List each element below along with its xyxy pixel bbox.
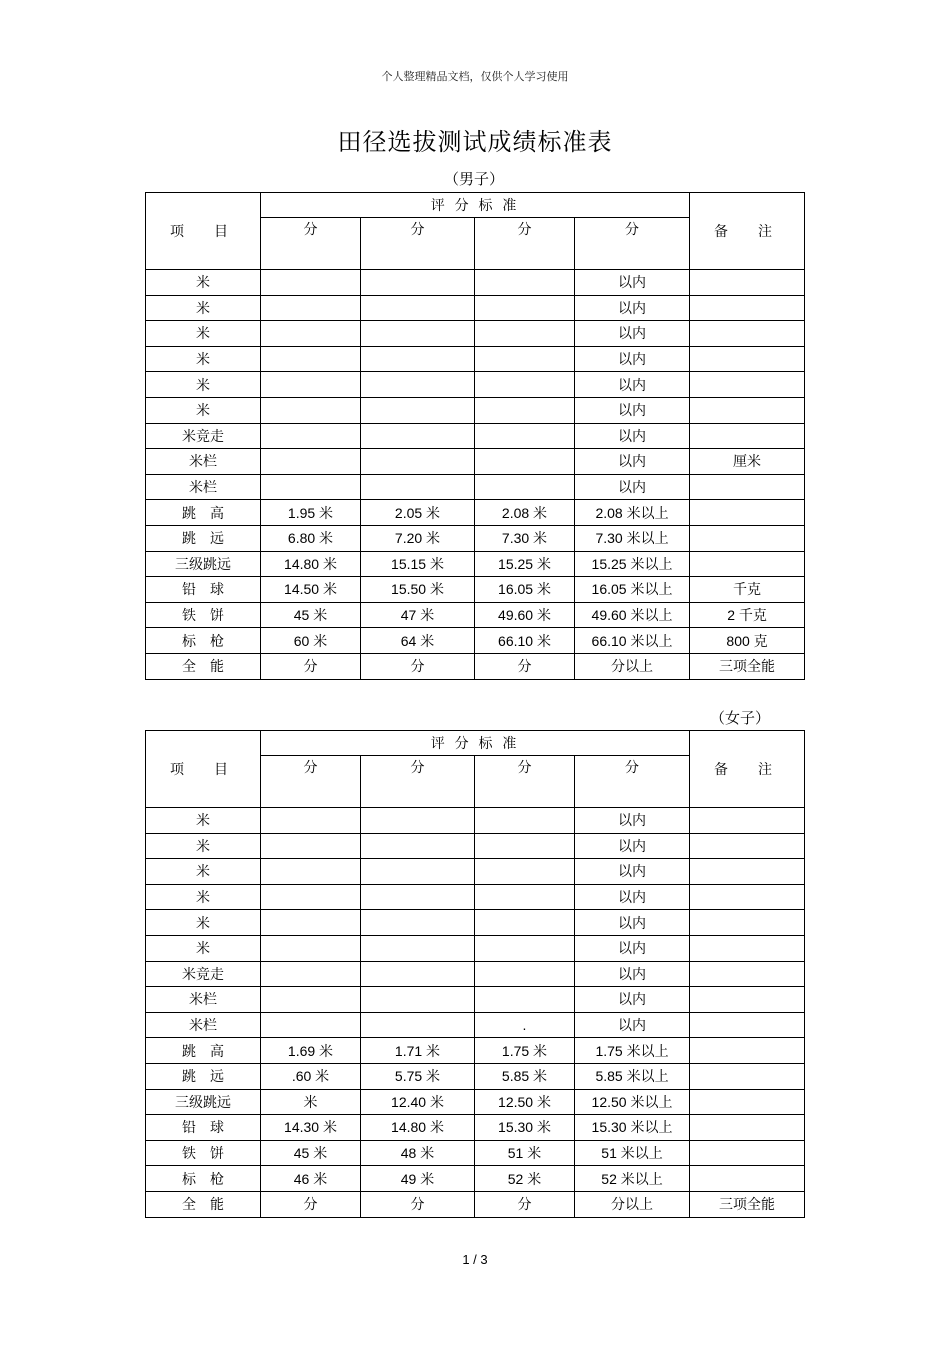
score-cell: 分 — [361, 1191, 475, 1217]
score-cell — [261, 474, 361, 500]
score-cell: 16.05 米 — [475, 577, 575, 603]
event-cell: 米竞走 — [146, 423, 261, 449]
event-cell: 米栏 — [146, 474, 261, 500]
score-cell: 分 — [475, 653, 575, 679]
score-cell: 15.50 米 — [361, 577, 475, 603]
score-cell: 1.75 米 — [475, 1038, 575, 1064]
table-row — [146, 397, 805, 423]
score-col-header: 分 — [261, 756, 361, 808]
event-cell: 跳 远 — [146, 525, 261, 551]
score-cell — [261, 859, 361, 885]
score-cell: 分 — [475, 1191, 575, 1217]
score-cell — [361, 321, 475, 347]
score-cell — [361, 910, 475, 936]
score-cell — [261, 346, 361, 372]
remark-cell — [690, 270, 805, 296]
score-cell — [361, 833, 475, 859]
score-cell: 66.10 米以上 — [575, 628, 690, 654]
score-cell: 15.30 米以上 — [575, 1115, 690, 1141]
event-cell: 米 — [146, 295, 261, 321]
score-cell — [361, 884, 475, 910]
score-cell: 以内 — [575, 987, 690, 1013]
score-cell — [261, 884, 361, 910]
score-col-header: 分 — [575, 756, 690, 808]
event-cell: 米栏 — [146, 1012, 261, 1038]
remark-cell — [690, 1166, 805, 1192]
event-cell: 米竞走 — [146, 961, 261, 987]
remark-cell: 2 千克 — [690, 602, 805, 628]
table-row — [146, 474, 805, 500]
table-row — [146, 1191, 805, 1217]
score-cell: 分以上 — [575, 653, 690, 679]
score-cell — [261, 987, 361, 1013]
score-cell — [361, 1012, 475, 1038]
score-col-header: 分 — [361, 756, 475, 808]
table-row — [146, 833, 805, 859]
table-row — [146, 1063, 805, 1089]
score-cell: 15.25 米以上 — [575, 551, 690, 577]
table-row — [146, 884, 805, 910]
score-cell: 以内 — [575, 346, 690, 372]
remark-header: 备 注 — [690, 731, 805, 808]
remark-cell — [690, 1012, 805, 1038]
table-header-row — [146, 193, 805, 218]
women-subtitle: （女子） — [709, 709, 770, 727]
score-cell: 以内 — [575, 397, 690, 423]
score-cell — [475, 321, 575, 347]
score-cell: 46 米 — [261, 1166, 361, 1192]
event-cell: 米栏 — [146, 449, 261, 475]
score-cell: 以内 — [575, 321, 690, 347]
table-row — [146, 449, 805, 475]
remark-cell — [690, 474, 805, 500]
table-row — [146, 808, 805, 834]
score-cell: 64 米 — [361, 628, 475, 654]
remark-cell — [690, 1063, 805, 1089]
score-cell: 2.08 米 — [475, 500, 575, 526]
men-score-table — [145, 192, 805, 680]
score-cell — [361, 270, 475, 296]
event-cell: 米栏 — [146, 987, 261, 1013]
score-cell: 以内 — [575, 859, 690, 885]
table-row — [146, 551, 805, 577]
women-score-table — [145, 730, 805, 1218]
table-row — [146, 295, 805, 321]
remark-cell — [690, 525, 805, 551]
score-cell: 12.50 米以上 — [575, 1089, 690, 1115]
table-row — [146, 987, 805, 1013]
event-cell: 米 — [146, 910, 261, 936]
score-cell: 15.30 米 — [475, 1115, 575, 1141]
score-cell: 12.50 米 — [475, 1089, 575, 1115]
score-cell: 5.85 米以上 — [575, 1063, 690, 1089]
event-cell: 米 — [146, 270, 261, 296]
score-cell — [475, 449, 575, 475]
table-row — [146, 961, 805, 987]
score-cell: 1.69 米 — [261, 1038, 361, 1064]
remark-cell — [690, 551, 805, 577]
score-cell: 14.50 米 — [261, 577, 361, 603]
score-cell: 以内 — [575, 808, 690, 834]
event-cell: 铁 饼 — [146, 602, 261, 628]
remark-cell — [690, 372, 805, 398]
remark-cell — [690, 346, 805, 372]
scoring-standard-header: 评 分 标 准 — [261, 193, 690, 218]
remark-cell — [690, 987, 805, 1013]
score-cell — [475, 423, 575, 449]
table-row — [146, 321, 805, 347]
score-cell — [361, 449, 475, 475]
score-cell: 14.80 米 — [361, 1115, 475, 1141]
score-cell — [361, 859, 475, 885]
score-cell: 52 米以上 — [575, 1166, 690, 1192]
score-cell: 60 米 — [261, 628, 361, 654]
table-row — [146, 372, 805, 398]
header-note: 个人整理精品文档，仅供个人学习使用 — [381, 70, 569, 83]
score-cell: 2.08 米以上 — [575, 500, 690, 526]
remark-cell — [690, 935, 805, 961]
score-cell — [261, 961, 361, 987]
score-cell: 以内 — [575, 935, 690, 961]
score-cell: 1.95 米 — [261, 500, 361, 526]
remark-cell: 千克 — [690, 577, 805, 603]
table-row — [146, 1115, 805, 1141]
table-row — [146, 346, 805, 372]
score-cell — [261, 935, 361, 961]
remark-cell — [690, 423, 805, 449]
score-cell — [361, 372, 475, 398]
score-cell: 7.20 米 — [361, 525, 475, 551]
document-title: 田径选拔测试成绩标准表 — [337, 128, 613, 156]
score-cell — [261, 270, 361, 296]
score-col-header: 分 — [475, 756, 575, 808]
score-cell — [261, 449, 361, 475]
remark-cell — [690, 500, 805, 526]
score-cell: 1.75 米以上 — [575, 1038, 690, 1064]
score-cell: 分 — [261, 653, 361, 679]
score-cell: 7.30 米 — [475, 525, 575, 551]
score-cell: 51 米以上 — [575, 1140, 690, 1166]
score-cell: 以内 — [575, 372, 690, 398]
event-header: 项 目 — [146, 193, 261, 270]
table-row — [146, 1038, 805, 1064]
score-cell: 52 米 — [475, 1166, 575, 1192]
score-cell — [361, 295, 475, 321]
score-cell: . — [475, 1012, 575, 1038]
score-cell: 以内 — [575, 449, 690, 475]
score-cell — [475, 397, 575, 423]
score-cell: 49.60 米以上 — [575, 602, 690, 628]
score-cell — [361, 346, 475, 372]
page-number: 1 / 3 — [462, 1252, 488, 1267]
men-subtitle: （男子） — [443, 170, 504, 188]
event-cell: 米 — [146, 346, 261, 372]
remark-cell — [690, 397, 805, 423]
score-cell: 15.25 米 — [475, 551, 575, 577]
score-cell: 45 米 — [261, 1140, 361, 1166]
table-row — [146, 1166, 805, 1192]
table-header-row — [146, 731, 805, 756]
event-cell: 米 — [146, 321, 261, 347]
score-cell: 分以上 — [575, 1191, 690, 1217]
score-col-header: 分 — [475, 218, 575, 270]
score-cell: 51 米 — [475, 1140, 575, 1166]
score-cell — [261, 1012, 361, 1038]
score-cell: 5.85 米 — [475, 1063, 575, 1089]
event-cell: 标 枪 — [146, 1166, 261, 1192]
table-row — [146, 910, 805, 936]
score-cell — [261, 423, 361, 449]
score-cell: 16.05 米以上 — [575, 577, 690, 603]
score-cell — [475, 859, 575, 885]
score-cell: 以内 — [575, 474, 690, 500]
score-cell: 49 米 — [361, 1166, 475, 1192]
table-row — [146, 859, 805, 885]
score-cell — [261, 295, 361, 321]
score-cell: 以内 — [575, 910, 690, 936]
score-col-header: 分 — [361, 218, 475, 270]
score-col-header: 分 — [261, 218, 361, 270]
score-cell: 以内 — [575, 961, 690, 987]
table-row — [146, 1012, 805, 1038]
event-cell: 米 — [146, 859, 261, 885]
event-cell: 铁 饼 — [146, 1140, 261, 1166]
score-cell — [475, 270, 575, 296]
event-cell: 三级跳远 — [146, 551, 261, 577]
table-row — [146, 1140, 805, 1166]
score-cell: 米 — [261, 1089, 361, 1115]
score-cell: 66.10 米 — [475, 628, 575, 654]
event-cell: 米 — [146, 372, 261, 398]
event-cell: 米 — [146, 808, 261, 834]
event-cell: 铅 球 — [146, 577, 261, 603]
event-cell: 跳 高 — [146, 1038, 261, 1064]
score-cell — [261, 833, 361, 859]
remark-cell — [690, 1140, 805, 1166]
score-cell — [261, 910, 361, 936]
table-row — [146, 653, 805, 679]
score-cell — [475, 346, 575, 372]
score-cell: 以内 — [575, 423, 690, 449]
remark-cell: 800 克 — [690, 628, 805, 654]
score-cell — [361, 961, 475, 987]
table-row — [146, 577, 805, 603]
score-cell: 以内 — [575, 270, 690, 296]
event-cell: 跳 高 — [146, 500, 261, 526]
event-cell: 跳 远 — [146, 1063, 261, 1089]
remark-cell — [690, 961, 805, 987]
score-cell — [361, 935, 475, 961]
score-cell — [261, 808, 361, 834]
score-cell: 14.30 米 — [261, 1115, 361, 1141]
event-cell: 全 能 — [146, 653, 261, 679]
score-cell — [361, 474, 475, 500]
score-cell: 分 — [261, 1191, 361, 1217]
score-cell — [475, 910, 575, 936]
score-cell — [361, 808, 475, 834]
remark-cell — [690, 910, 805, 936]
remark-cell: 厘米 — [690, 449, 805, 475]
score-cell: 12.40 米 — [361, 1089, 475, 1115]
score-cell: 以内 — [575, 1012, 690, 1038]
remark-cell — [690, 884, 805, 910]
table-row — [146, 500, 805, 526]
score-cell — [361, 397, 475, 423]
score-cell — [475, 808, 575, 834]
score-cell — [475, 935, 575, 961]
remark-cell: 三项全能 — [690, 653, 805, 679]
event-cell: 铅 球 — [146, 1115, 261, 1141]
table-row — [146, 270, 805, 296]
score-cell: 以内 — [575, 295, 690, 321]
score-cell: .60 米 — [261, 1063, 361, 1089]
score-cell — [475, 961, 575, 987]
event-cell: 米 — [146, 884, 261, 910]
table-row — [146, 525, 805, 551]
remark-cell — [690, 1115, 805, 1141]
event-cell: 米 — [146, 833, 261, 859]
table-row — [146, 628, 805, 654]
score-cell: 49.60 米 — [475, 602, 575, 628]
score-cell — [475, 987, 575, 1013]
remark-cell — [690, 1038, 805, 1064]
table-row — [146, 935, 805, 961]
score-cell: 以内 — [575, 833, 690, 859]
event-cell: 米 — [146, 935, 261, 961]
score-cell: 5.75 米 — [361, 1063, 475, 1089]
event-cell: 标 枪 — [146, 628, 261, 654]
score-cell — [475, 833, 575, 859]
score-cell — [475, 295, 575, 321]
event-header: 项 目 — [146, 731, 261, 808]
score-cell: 47 米 — [361, 602, 475, 628]
remark-cell — [690, 321, 805, 347]
event-cell: 全 能 — [146, 1191, 261, 1217]
score-cell — [261, 372, 361, 398]
score-cell: 以内 — [575, 884, 690, 910]
table-row — [146, 602, 805, 628]
remark-cell — [690, 808, 805, 834]
scoring-standard-header: 评 分 标 准 — [261, 731, 690, 756]
event-cell: 米 — [146, 397, 261, 423]
remark-cell — [690, 833, 805, 859]
score-cell — [475, 884, 575, 910]
event-cell: 三级跳远 — [146, 1089, 261, 1115]
score-cell — [361, 987, 475, 1013]
score-cell — [261, 321, 361, 347]
score-cell: 15.15 米 — [361, 551, 475, 577]
score-cell: 2.05 米 — [361, 500, 475, 526]
score-cell — [475, 372, 575, 398]
remark-header: 备 注 — [690, 193, 805, 270]
table-row — [146, 1089, 805, 1115]
score-cell — [361, 423, 475, 449]
remark-cell — [690, 859, 805, 885]
score-cell: 1.71 米 — [361, 1038, 475, 1064]
score-cell — [261, 397, 361, 423]
score-cell: 7.30 米以上 — [575, 525, 690, 551]
remark-cell — [690, 1089, 805, 1115]
score-cell: 48 米 — [361, 1140, 475, 1166]
score-cell: 45 米 — [261, 602, 361, 628]
score-cell — [475, 474, 575, 500]
score-cell: 6.80 米 — [261, 525, 361, 551]
remark-cell: 三项全能 — [690, 1191, 805, 1217]
score-col-header: 分 — [575, 218, 690, 270]
score-cell: 14.80 米 — [261, 551, 361, 577]
score-cell: 分 — [361, 653, 475, 679]
remark-cell — [690, 295, 805, 321]
table-row — [146, 423, 805, 449]
